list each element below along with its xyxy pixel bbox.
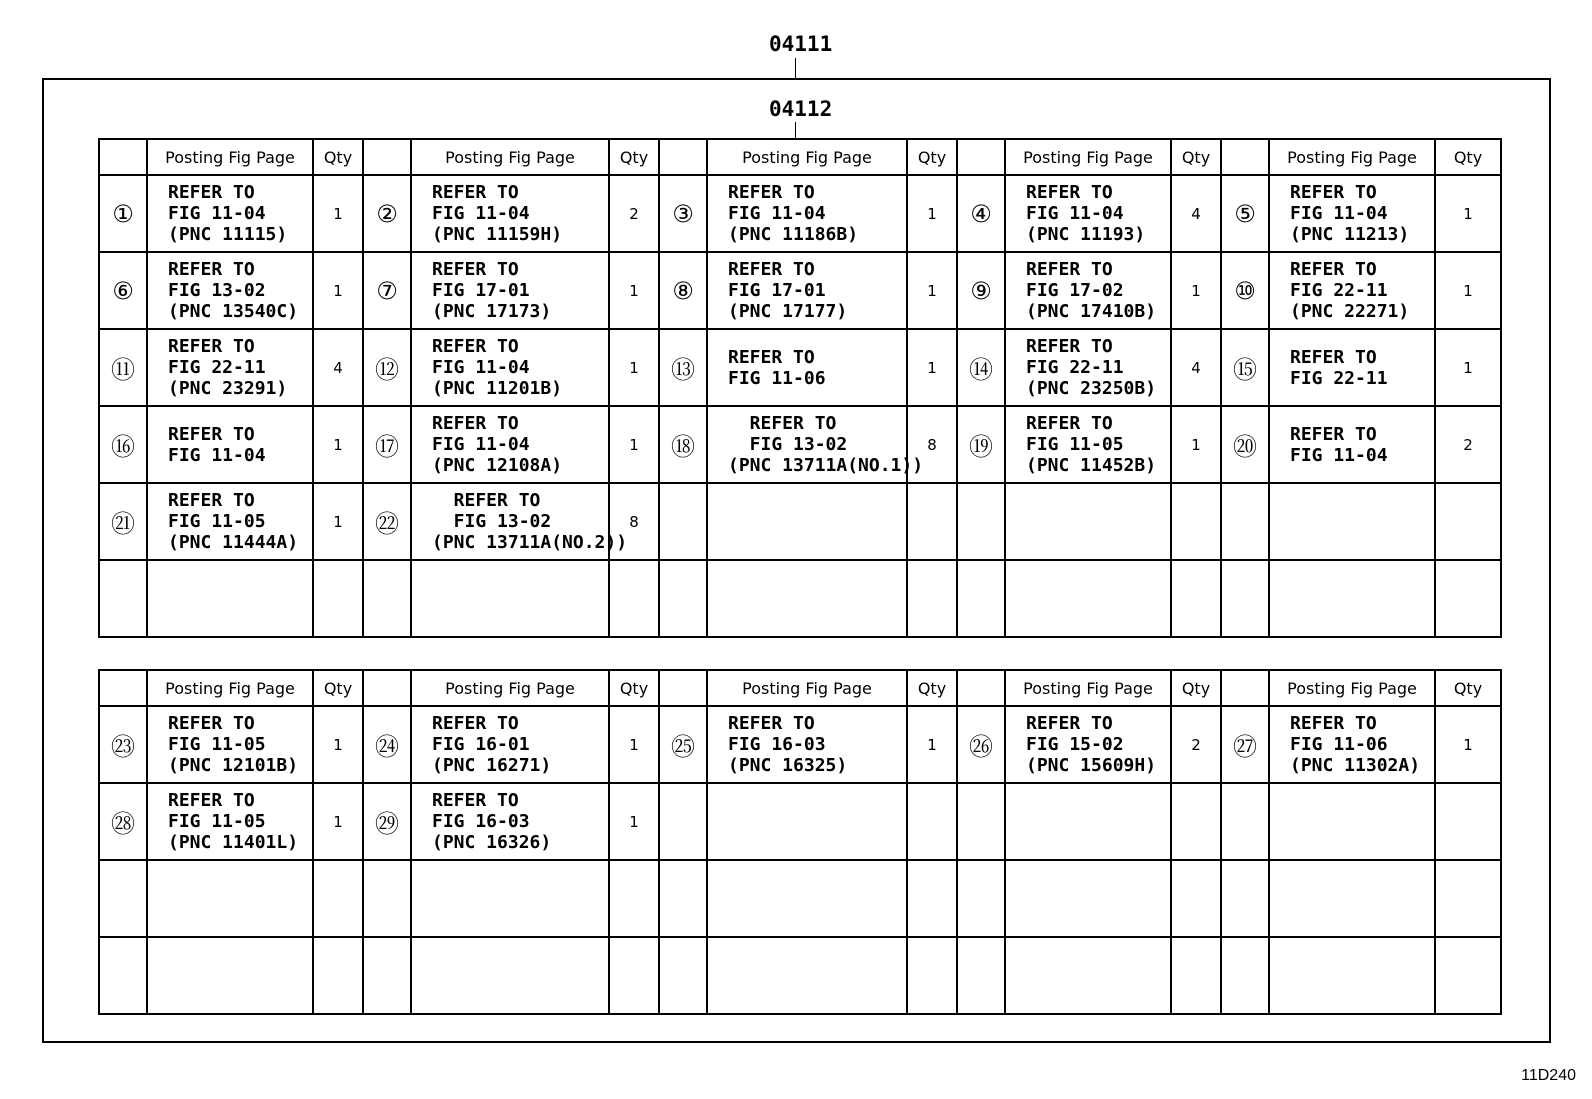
item-number <box>957 860 1005 937</box>
posting-fig-ref: REFER TO FIG 16-03 (PNC 16326) <box>411 783 609 860</box>
qty-value <box>313 860 363 937</box>
header-posting-fig-page: Posting Fig Page <box>147 139 313 175</box>
leader-line-inner <box>795 122 796 138</box>
item-number: ⑦ <box>363 252 411 329</box>
item-number <box>957 560 1005 637</box>
item-number: ㉑ <box>99 483 147 560</box>
item-number: ⑩ <box>1221 252 1269 329</box>
item-number <box>363 560 411 637</box>
table-row <box>99 406 1501 483</box>
item-number: ⑯ <box>99 406 147 483</box>
item-number: ㉓ <box>99 706 147 783</box>
posting-fig-ref: REFER TO FIG 11-04 (PNC 11201B) <box>411 329 609 406</box>
posting-fig-ref <box>411 560 609 637</box>
item-number: ㉖ <box>957 706 1005 783</box>
qty-value: 1 <box>313 483 363 560</box>
qty-value <box>313 560 363 637</box>
qty-value <box>1171 937 1221 1014</box>
posting-fig-ref <box>411 937 609 1014</box>
qty-value: 1 <box>313 175 363 252</box>
item-number: ㉕ <box>659 706 707 783</box>
table-header-row <box>99 139 1501 175</box>
qty-value <box>1435 860 1501 937</box>
qty-value: 1 <box>1435 706 1501 783</box>
header-qty: Qty <box>1171 670 1221 706</box>
item-number <box>1221 860 1269 937</box>
item-number: ㉔ <box>363 706 411 783</box>
posting-fig-ref: REFER TO FIG 11-05 (PNC 11444A) <box>147 483 313 560</box>
qty-value: 1 <box>609 783 659 860</box>
item-number: ㉒ <box>363 483 411 560</box>
qty-value: 1 <box>313 783 363 860</box>
qty-value <box>1171 560 1221 637</box>
item-number: ⑮ <box>1221 329 1269 406</box>
posting-fig-ref: REFER TO FIG 22-11 (PNC 23250B) <box>1005 329 1171 406</box>
header-posting-fig-page: Posting Fig Page <box>707 139 907 175</box>
item-number: ⑬ <box>659 329 707 406</box>
item-number <box>659 783 707 860</box>
qty-value: 2 <box>609 175 659 252</box>
posting-fig-ref <box>1005 783 1171 860</box>
item-number <box>1221 783 1269 860</box>
item-number: ② <box>363 175 411 252</box>
qty-value <box>1435 560 1501 637</box>
item-number <box>363 937 411 1014</box>
header-qty: Qty <box>313 139 363 175</box>
header-posting-fig-page: Posting Fig Page <box>411 670 609 706</box>
figure-code: 11D240 <box>1521 1067 1576 1084</box>
posting-fig-ref: REFER TO FIG 11-04 (PNC 11193) <box>1005 175 1171 252</box>
item-number <box>1221 937 1269 1014</box>
header-num-cell <box>363 670 411 706</box>
item-number <box>659 483 707 560</box>
posting-fig-ref: REFER TO FIG 11-04 (PNC 11213) <box>1269 175 1435 252</box>
table-row <box>99 252 1501 329</box>
parts-table-top <box>98 138 1502 638</box>
header-qty: Qty <box>609 670 659 706</box>
posting-fig-ref: REFER TO FIG 13-02 (PNC 13711A(NO.1)) <box>707 406 907 483</box>
item-number <box>659 560 707 637</box>
posting-fig-ref: REFER TO FIG 11-06 (PNC 11302A) <box>1269 706 1435 783</box>
item-number <box>99 937 147 1014</box>
header-posting-fig-page: Posting Fig Page <box>1269 670 1435 706</box>
qty-value: 4 <box>1171 329 1221 406</box>
assembly-code-inner: 04112 <box>769 97 833 121</box>
table-row <box>99 329 1501 406</box>
table-header-row <box>99 670 1501 706</box>
posting-fig-ref: REFER TO FIG 17-01 (PNC 17173) <box>411 252 609 329</box>
item-number: ⑪ <box>99 329 147 406</box>
qty-value: 1 <box>313 406 363 483</box>
posting-fig-ref: REFER TO FIG 11-04 (PNC 11186B) <box>707 175 907 252</box>
item-number: ⑭ <box>957 329 1005 406</box>
item-number: ③ <box>659 175 707 252</box>
posting-fig-ref <box>1005 560 1171 637</box>
qty-value: 8 <box>907 406 957 483</box>
qty-value <box>1171 783 1221 860</box>
item-number <box>957 937 1005 1014</box>
posting-fig-ref <box>707 483 907 560</box>
posting-fig-ref <box>1269 560 1435 637</box>
header-qty: Qty <box>1435 139 1501 175</box>
qty-value <box>1171 860 1221 937</box>
qty-value: 1 <box>1171 252 1221 329</box>
item-number: ④ <box>957 175 1005 252</box>
posting-fig-ref <box>147 560 313 637</box>
posting-fig-ref: REFER TO FIG 11-04 (PNC 11115) <box>147 175 313 252</box>
posting-fig-ref <box>707 560 907 637</box>
item-number: ⑱ <box>659 406 707 483</box>
table-row <box>99 560 1501 637</box>
qty-value: 1 <box>1435 329 1501 406</box>
qty-value <box>907 560 957 637</box>
posting-fig-ref: REFER TO FIG 11-05 (PNC 11401L) <box>147 783 313 860</box>
item-number <box>363 860 411 937</box>
header-qty: Qty <box>313 670 363 706</box>
item-number <box>659 937 707 1014</box>
posting-fig-ref: REFER TO FIG 11-05 (PNC 11452B) <box>1005 406 1171 483</box>
posting-fig-ref <box>707 860 907 937</box>
header-num-cell <box>957 139 1005 175</box>
header-num-cell <box>99 139 147 175</box>
qty-value <box>609 560 659 637</box>
posting-fig-ref <box>147 937 313 1014</box>
item-number: ⑥ <box>99 252 147 329</box>
header-num-cell <box>363 139 411 175</box>
item-number <box>957 783 1005 860</box>
posting-fig-ref <box>1005 860 1171 937</box>
table-row <box>99 706 1501 783</box>
header-qty: Qty <box>1435 670 1501 706</box>
header-posting-fig-page: Posting Fig Page <box>707 670 907 706</box>
qty-value: 1 <box>609 252 659 329</box>
table-row <box>99 483 1501 560</box>
posting-fig-ref <box>1269 937 1435 1014</box>
qty-value: 1 <box>907 329 957 406</box>
header-posting-fig-page: Posting Fig Page <box>1005 670 1171 706</box>
posting-fig-ref: REFER TO FIG 13-02 (PNC 13711A(NO.2)) <box>411 483 609 560</box>
posting-fig-ref <box>1269 483 1435 560</box>
qty-value: 1 <box>609 329 659 406</box>
header-posting-fig-page: Posting Fig Page <box>1269 139 1435 175</box>
qty-value: 1 <box>313 252 363 329</box>
posting-fig-ref: REFER TO FIG 11-04 (PNC 11159H) <box>411 175 609 252</box>
qty-value: 1 <box>907 175 957 252</box>
posting-fig-ref: REFER TO FIG 17-01 (PNC 17177) <box>707 252 907 329</box>
qty-value <box>1435 937 1501 1014</box>
posting-fig-ref <box>147 860 313 937</box>
qty-value: 1 <box>1435 252 1501 329</box>
posting-fig-ref: REFER TO FIG 16-03 (PNC 16325) <box>707 706 907 783</box>
posting-fig-ref <box>1005 937 1171 1014</box>
posting-fig-ref: REFER TO FIG 11-06 <box>707 329 907 406</box>
posting-fig-ref: REFER TO FIG 22-11 (PNC 23291) <box>147 329 313 406</box>
qty-value <box>1171 483 1221 560</box>
posting-fig-ref <box>707 783 907 860</box>
item-number: ⑫ <box>363 329 411 406</box>
header-posting-fig-page: Posting Fig Page <box>147 670 313 706</box>
posting-fig-ref: REFER TO FIG 13-02 (PNC 13540C) <box>147 252 313 329</box>
qty-value <box>1435 483 1501 560</box>
leader-line-outer <box>795 58 796 78</box>
qty-value: 4 <box>313 329 363 406</box>
qty-value <box>907 937 957 1014</box>
qty-value: 2 <box>1171 706 1221 783</box>
item-number: ⑳ <box>1221 406 1269 483</box>
posting-fig-ref: REFER TO FIG 11-04 <box>147 406 313 483</box>
header-qty: Qty <box>609 139 659 175</box>
item-number: ㉘ <box>99 783 147 860</box>
qty-value <box>907 783 957 860</box>
qty-value <box>313 937 363 1014</box>
header-posting-fig-page: Posting Fig Page <box>1005 139 1171 175</box>
header-posting-fig-page: Posting Fig Page <box>411 139 609 175</box>
table-row <box>99 937 1501 1014</box>
qty-value: 1 <box>609 706 659 783</box>
item-number: ① <box>99 175 147 252</box>
item-number: ⑧ <box>659 252 707 329</box>
posting-fig-ref <box>411 860 609 937</box>
table-row <box>99 175 1501 252</box>
item-number <box>1221 560 1269 637</box>
qty-value <box>609 860 659 937</box>
qty-value: 8 <box>609 483 659 560</box>
qty-value: 1 <box>1171 406 1221 483</box>
qty-value: 4 <box>1171 175 1221 252</box>
posting-fig-ref <box>707 937 907 1014</box>
assembly-code-outer: 04111 <box>769 32 833 56</box>
item-number <box>1221 483 1269 560</box>
item-number <box>99 560 147 637</box>
posting-fig-ref <box>1269 860 1435 937</box>
parts-table-bottom <box>98 669 1502 1015</box>
header-num-cell <box>99 670 147 706</box>
posting-fig-ref <box>1269 783 1435 860</box>
header-qty: Qty <box>1171 139 1221 175</box>
qty-value <box>1435 783 1501 860</box>
posting-fig-ref: REFER TO FIG 11-05 (PNC 12101B) <box>147 706 313 783</box>
item-number <box>99 860 147 937</box>
qty-value <box>907 860 957 937</box>
table-row <box>99 783 1501 860</box>
qty-value <box>609 937 659 1014</box>
posting-fig-ref: REFER TO FIG 17-02 (PNC 17410B) <box>1005 252 1171 329</box>
posting-fig-ref <box>1005 483 1171 560</box>
qty-value: 1 <box>907 706 957 783</box>
header-qty: Qty <box>907 670 957 706</box>
posting-fig-ref: REFER TO FIG 22-11 <box>1269 329 1435 406</box>
qty-value: 1 <box>609 406 659 483</box>
qty-value <box>907 483 957 560</box>
header-num-cell <box>659 139 707 175</box>
qty-value: 1 <box>907 252 957 329</box>
posting-fig-ref: REFER TO FIG 11-04 (PNC 12108A) <box>411 406 609 483</box>
item-number: ⑤ <box>1221 175 1269 252</box>
item-number: ㉙ <box>363 783 411 860</box>
item-number: ㉗ <box>1221 706 1269 783</box>
table-row <box>99 860 1501 937</box>
header-num-cell <box>659 670 707 706</box>
item-number <box>659 860 707 937</box>
qty-value: 2 <box>1435 406 1501 483</box>
item-number: ⑰ <box>363 406 411 483</box>
item-number: ⑨ <box>957 252 1005 329</box>
header-qty: Qty <box>907 139 957 175</box>
header-num-cell <box>957 670 1005 706</box>
qty-value: 1 <box>313 706 363 783</box>
posting-fig-ref: REFER TO FIG 11-04 <box>1269 406 1435 483</box>
posting-fig-ref: REFER TO FIG 15-02 (PNC 15609H) <box>1005 706 1171 783</box>
item-number: ⑲ <box>957 406 1005 483</box>
header-num-cell <box>1221 670 1269 706</box>
qty-value: 1 <box>1435 175 1501 252</box>
posting-fig-ref: REFER TO FIG 22-11 (PNC 22271) <box>1269 252 1435 329</box>
header-num-cell <box>1221 139 1269 175</box>
item-number <box>957 483 1005 560</box>
posting-fig-ref: REFER TO FIG 16-01 (PNC 16271) <box>411 706 609 783</box>
